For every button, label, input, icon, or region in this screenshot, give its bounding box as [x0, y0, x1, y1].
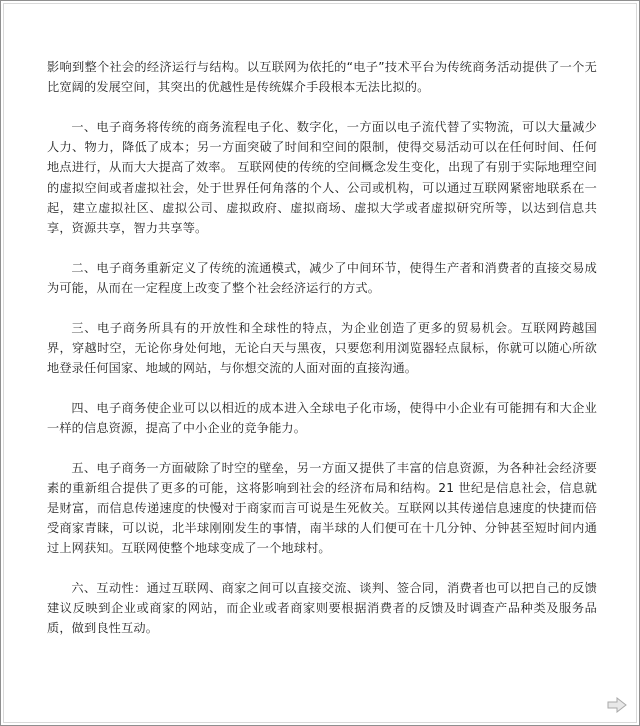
paragraph-point-1: 一、电子商务将传统的商务流程电子化、数字化，一方面以电子流代替了实物流，可以大量减少人力、物力，降低了成本；另一方面突破了时间和空间的限制，使得交易活动可以在任何时间、任何地点进行，从而大大提高了效率。 互联网使的传统的空间概念发生变化，出现了有别于实际地理空间的虚拟空间或者虚拟社会，处于世界任何角落的个人、公司或机构，可以通过互联网紧密地联系在一起，建立虚拟社区、虚拟公司、虚拟政府、虚拟商场、虚拟大学或者虚拟研究所等，以达到信息共享，资源共享，智力共享等。 [47, 119, 597, 235]
document-body [47, 57, 597, 658]
paragraph-point-6: 六、互动性：通过互联网、商家之间可以直接交流、谈判、签合同，消费者也可以把自己的反馈建议反映到企业或商家的网站，而企业或者商家则要根据消费者的反馈及时调查产品种类及服务品质，做到良性互动。 [47, 581, 597, 636]
paragraph-intro: 影响到整个社会的经济运行与结构。以互联网为依托的“电子”技术平台为传统商务活动提供了一个无比宽阔的发展空间，其突出的优越性是传统媒介手段根本无法比拟的。 [47, 60, 597, 95]
paragraph-point-5: 五、电子商务一方面破除了时空的壁垒，另一方面又提供了丰富的信息资源，为各种社会经济要素的重新组合提供了更多的可能，这将影响到社会的经济布局和结构。21 世纪是信息社会，信息就是财富，而信息传递速度的快慢对于商家而言可说是生死攸关。互联网以其传递信息速度的快捷而倍受商家青睐，可以说，北半球刚刚发生的事情，南半球的人们便可在十几分钟、分钟甚至短时间内通过上网获知。互联网使整个地球变成了一个地球村。 [47, 460, 597, 556]
next-page-button[interactable] [607, 697, 627, 713]
paragraph-point-4: 四、电子商务使企业可以以相近的成本进入全球电子化市场，使得中小企业有可能拥有和大企业一样的信息资源，提高了中小企业的竞争能力。 [47, 400, 597, 435]
paragraph-point-2: 二、电子商务重新定义了传统的流通模式，减少了中间环节，使得生产者和消费者的直接交易成为可能，从而在一定程度上改变了整个社会经济运行的方式。 [47, 260, 597, 295]
paragraph-point-3: 三、电子商务所具有的开放性和全球性的特点，为企业创造了更多的贸易机会。互联网跨越国界，穿越时空，无论你身处何地，无论白天与黑夜，只要您利用浏览器轻点鼠标，你就可以随心所欲地登录任何国家、地域的网站，与你想交流的人面对面的直接沟通。 [47, 320, 597, 375]
right-arrow-icon [607, 697, 627, 713]
